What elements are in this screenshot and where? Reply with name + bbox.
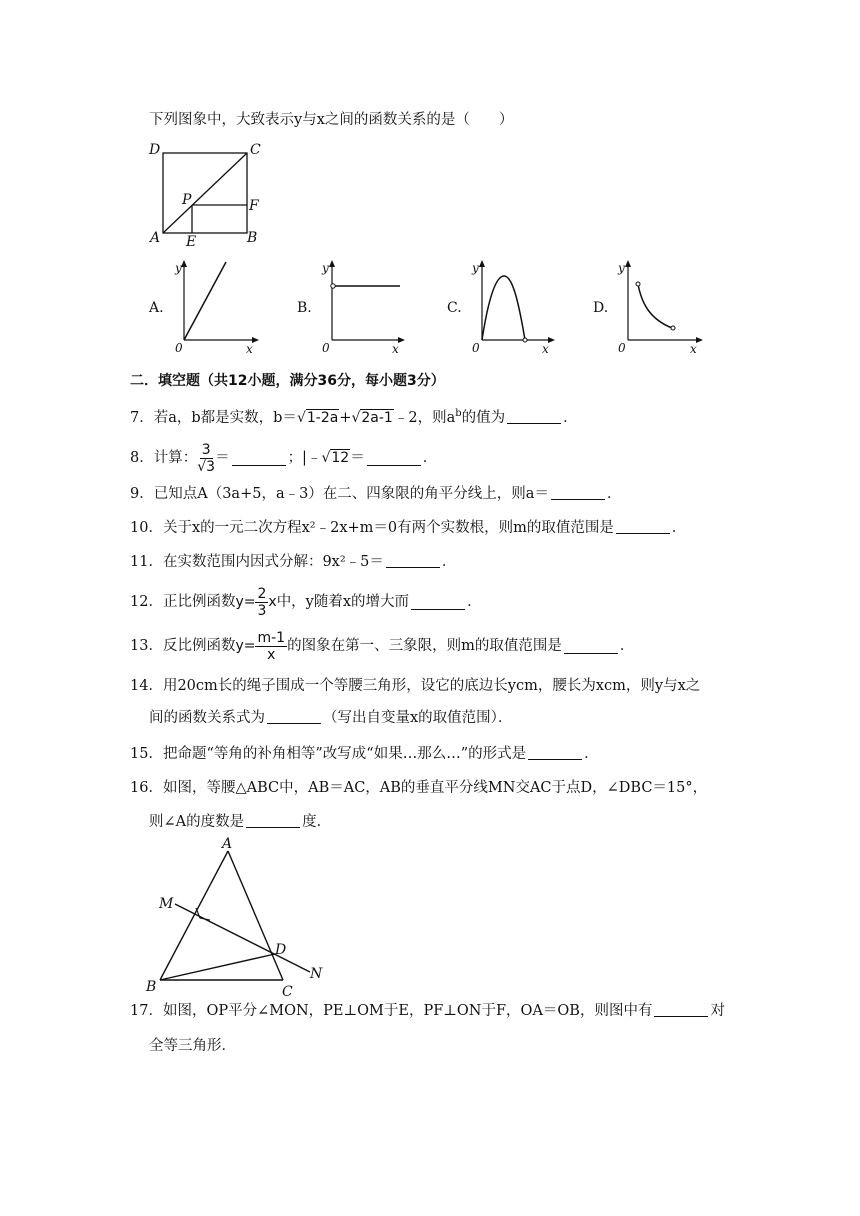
question-10 (130, 518, 686, 538)
q12-end: ． (467, 594, 482, 610)
q7-mid: ﹣2，则a (393, 409, 456, 426)
option-b-graph (318, 258, 408, 356)
question-7 (130, 404, 578, 428)
q11-end: ． (441, 554, 457, 570)
label-n: N (310, 966, 323, 982)
q12-x: x (268, 594, 277, 610)
question-9 (130, 484, 621, 504)
q7-sqrt-1: √1-2a (296, 409, 339, 426)
q14-pre: 间的函数关系式为 (149, 710, 265, 726)
question-15 (130, 744, 599, 764)
option-b-label: B. (297, 300, 312, 316)
label-b-triangle: B (146, 979, 157, 995)
option-c-graph (468, 258, 558, 356)
q15-end: ． (584, 746, 599, 762)
q9-text: 9．已知点A（3a+5，a﹣3）在二、四象限的角平分线上，则a＝ (130, 486, 549, 502)
label-f: F (249, 198, 259, 214)
q15-answer-blank[interactable] (528, 745, 582, 760)
q8-eq1: ＝ (215, 450, 230, 466)
q8-answer-blank-2[interactable] (367, 451, 421, 466)
q9-end: ． (606, 486, 622, 502)
q9-answer-blank[interactable] (551, 485, 605, 500)
q7-pre: 7．若a，b都是实数，b＝ (130, 409, 297, 426)
question-8 (130, 436, 437, 480)
option-d-graph (614, 258, 706, 356)
label-p: P (182, 192, 192, 208)
axis-y-b: y (322, 261, 329, 275)
axis-y-c: y (472, 261, 479, 275)
axis-x-c: x (542, 342, 549, 356)
q17-post: 对 (710, 1003, 725, 1019)
question-17-line-2: 全等三角形． (149, 1038, 236, 1054)
q7-end: ． (563, 409, 578, 426)
question-13 (130, 624, 634, 668)
label-a: A (150, 230, 161, 246)
axis-x-b: x (392, 342, 399, 356)
q6-stem: 下列图象中，大致表示y与x之间的函数关系的是（ ） (149, 112, 514, 128)
q8-pre: 8．计算： (130, 450, 198, 466)
q10-text: 10．关于x的一元二次方程x²﹣2x+m＝0有两个实数根，则m的取值范围是 (130, 520, 614, 536)
option-d-label: D. (593, 300, 609, 316)
label-d: D (149, 142, 161, 158)
q7-sup: b (455, 408, 462, 419)
q7-plus: + (339, 409, 352, 426)
q16-pre: 则∠A的度数是 (149, 814, 245, 830)
q16-post: 度． (302, 814, 332, 830)
q12-pre: 12．正比例函数 (130, 594, 236, 610)
axis-x-d: x (690, 342, 697, 356)
origin-a: 0 (175, 341, 183, 355)
axis-x-a: x (246, 342, 253, 356)
question-16-line-2 (149, 812, 331, 832)
option-a-graph (170, 258, 260, 356)
q13-pre: 13．反比例函数 (130, 638, 236, 654)
q15-text: 15．把命题“等角的补角相等”改写成“如果…那么…”的形式是 (130, 746, 527, 762)
q7-post: 的值为 (461, 409, 506, 426)
q13-y: y= (235, 638, 256, 654)
q13-answer-blank[interactable] (564, 639, 618, 654)
label-b: B (247, 230, 258, 246)
q10-answer-blank[interactable] (616, 519, 670, 534)
label-c-triangle: C (282, 984, 293, 997)
origin-b: 0 (322, 341, 330, 355)
q12-fraction: $\frac{2}{3}$ (257, 585, 267, 619)
q13-post: 的图象在第一、三象限，则m的取值范围是 (287, 638, 562, 654)
question-12 (130, 580, 482, 624)
question-14-line-1: 14．用20cm长的绳子围成一个等腰三角形，设它的底边长ycm，腰长为xcm，则y与x之 (130, 678, 701, 694)
q7-sqrt-2: √2a-1 (351, 409, 393, 426)
q11-text: 11．在实数范围内因式分解：9x²﹣5＝ (130, 554, 384, 570)
q8-sqrt: √12 (321, 450, 350, 466)
q16-answer-blank[interactable] (246, 813, 300, 828)
q12-y: y= (235, 594, 256, 610)
q8-fraction: $\frac{3}{√3}$ (197, 441, 216, 475)
label-m: M (159, 896, 174, 912)
question-11 (130, 552, 456, 572)
q17-pre: 17．如图，OP平分∠MON，PE⊥OM于E，PF⊥ON于F，OA＝OB，则图中有 (130, 1003, 653, 1019)
label-c: C (250, 142, 261, 158)
q8-answer-blank-1[interactable] (232, 451, 286, 466)
q10-end: ． (671, 520, 687, 536)
label-e: E (186, 234, 197, 250)
section-heading: 二．填空题（共12小题，满分36分，每小题3分） (130, 373, 445, 389)
question-17-line-1 (130, 1001, 725, 1021)
q11-answer-blank[interactable] (386, 553, 440, 568)
q13-fraction: $\frac{m-1}{x}$ (257, 629, 286, 663)
option-a-label: A. (149, 300, 164, 316)
square-figure (140, 138, 270, 250)
axis-y-d: y (618, 261, 625, 275)
origin-c: 0 (472, 341, 480, 355)
question-14-line-2 (149, 708, 512, 728)
q8-eq2: ＝ (350, 450, 365, 466)
q8-sep: ；|﹣ (287, 450, 322, 466)
label-d-triangle: D (275, 942, 287, 958)
q14-post: （写出自变量x的取值范围）． (323, 710, 513, 726)
triangle-figure (140, 832, 340, 997)
q12-post: 中，y随着x的增大而 (276, 594, 410, 610)
q7-answer-blank[interactable] (507, 409, 561, 424)
q12-answer-blank[interactable] (411, 595, 465, 610)
q17-answer-blank[interactable] (654, 1002, 708, 1017)
option-c-label: C. (447, 300, 462, 316)
label-a-triangle: A (222, 836, 233, 852)
q8-end: ． (422, 450, 438, 466)
q13-end: ． (619, 638, 635, 654)
q14-answer-blank[interactable] (267, 709, 321, 724)
origin-d: 0 (618, 341, 626, 355)
axis-y-a: y (175, 261, 182, 275)
question-16-line-1: 16．如图，等腰△ABC中，AB＝AC，AB的垂直平分线MN交AC于点D，∠DBC＝15°， (130, 780, 708, 796)
